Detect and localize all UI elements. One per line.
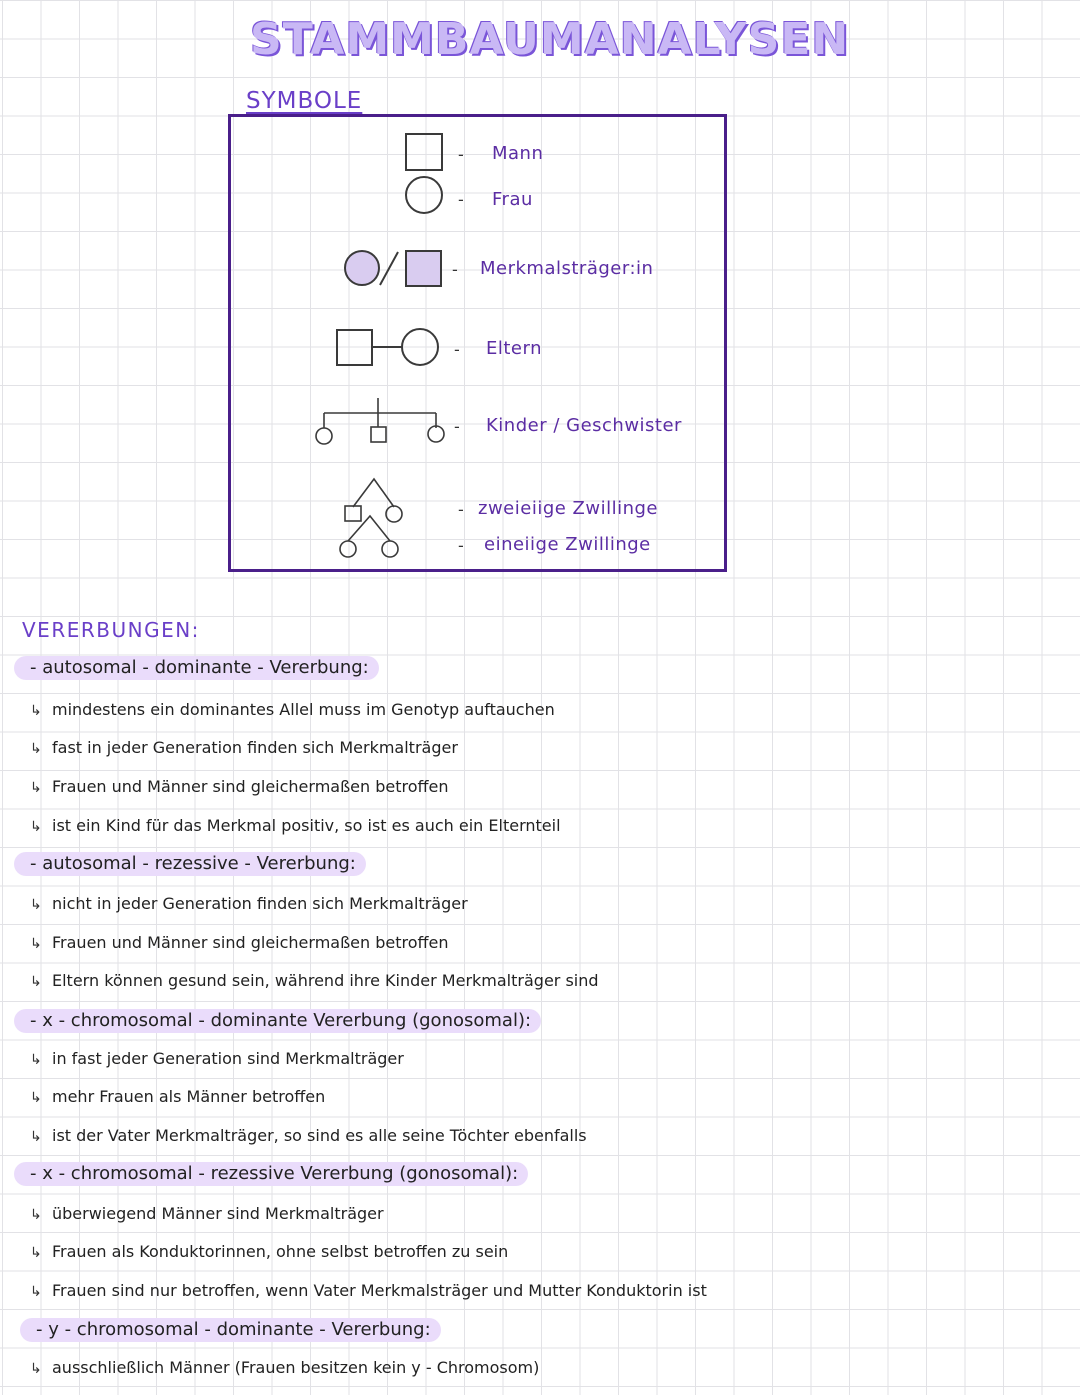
arrow-icon: ↳ xyxy=(30,1207,42,1223)
legend-label-parents: Eltern xyxy=(486,338,542,359)
symbols-heading: SYMBOLE xyxy=(246,88,363,114)
arrow-icon: ↳ xyxy=(30,741,42,757)
arrow-icon: ↳ xyxy=(30,703,42,719)
legend-label-carrier: Merkmalsträger:in xyxy=(480,258,654,279)
legend-label-monozygotic: eineiige Zwillinge xyxy=(484,534,651,555)
arrow-icon: ↳ xyxy=(30,1284,42,1300)
list-item: ↳ mindestens ein dominantes Allel muss im Genotyp auftauchen xyxy=(30,698,555,722)
list-item: ↳ überwiegend Männer sind Merkmalträger xyxy=(30,1202,384,1226)
arrow-icon: ↳ xyxy=(30,1052,42,1068)
legend-label-dizygotic: zweieiige Zwillinge xyxy=(478,498,659,519)
list-item: ↳ nicht in jeder Generation finden sich Merkmalträger xyxy=(30,892,468,916)
slash-divider xyxy=(380,252,398,285)
legend-dash: - xyxy=(458,145,464,164)
legend-dash: - xyxy=(452,260,458,279)
legend-dash: - xyxy=(458,500,464,519)
page-title: STAMMBAUMANALYSEN xyxy=(250,14,850,65)
twins-icon xyxy=(340,479,402,557)
inheritance-title-y-dominant: - y - chromosomal - dominante - Vererbung: xyxy=(20,1318,441,1342)
legend-label-male: Mann xyxy=(492,143,544,164)
list-item: ↳ in fast jeder Generation sind Merkmalträger xyxy=(30,1047,404,1071)
sibling-tree-icon xyxy=(316,398,444,444)
legend-label-female: Frau xyxy=(492,189,533,210)
arrow-icon: ↳ xyxy=(30,1090,42,1106)
list-item: ↳ ist der Vater Merkmalträger, so sind es alle seine Töchter ebenfalls xyxy=(30,1124,587,1148)
list-item: ↳ Frauen als Konduktorinnen, ohne selbst betroffen zu sein xyxy=(30,1240,508,1264)
arrow-icon: ↳ xyxy=(30,819,42,835)
legend-dash: - xyxy=(454,417,460,436)
inheritance-title-autosomal-dominant: - autosomal - dominante - Vererbung: xyxy=(14,656,379,680)
list-item: ↳ Frauen und Männer sind gleichermaßen betroffen xyxy=(30,775,449,799)
list-item: ↳ Eltern können gesund sein, während ihre Kinder Merkmalträger sind xyxy=(30,969,599,993)
parent-male-icon xyxy=(337,330,372,365)
male-square-icon xyxy=(406,134,442,170)
legend-dash: - xyxy=(454,340,460,359)
female-circle-icon xyxy=(406,177,442,213)
inheritance-title-x-dominant: - x - chromosomal - dominante Vererbung (gonosomal): xyxy=(14,1009,541,1033)
list-item: ↳ Frauen und Männer sind gleichermaßen betroffen xyxy=(30,931,449,955)
inheritance-title-x-recessive: - x - chromosomal - rezessive Vererbung (gonosomal): xyxy=(14,1162,528,1186)
legend-dash: - xyxy=(458,536,464,555)
arrow-icon: ↳ xyxy=(30,1361,42,1377)
parent-female-icon xyxy=(402,329,438,365)
arrow-icon: ↳ xyxy=(30,974,42,990)
affected-male-icon xyxy=(406,251,441,286)
list-item: ↳ fast in jeder Generation finden sich Merkmalträger xyxy=(30,736,458,760)
inheritance-heading: VERERBUNGEN: xyxy=(22,618,200,642)
arrow-icon: ↳ xyxy=(30,936,42,952)
list-item: ↳ ausschließlich Männer (Frauen besitzen kein y - Chromosom) xyxy=(30,1356,539,1380)
arrow-icon: ↳ xyxy=(30,1245,42,1261)
inheritance-title-autosomal-recessive: - autosomal - rezessive - Vererbung: xyxy=(14,852,366,876)
arrow-icon: ↳ xyxy=(30,897,42,913)
arrow-icon: ↳ xyxy=(30,780,42,796)
affected-female-icon xyxy=(345,251,379,285)
list-item: ↳ ist ein Kind für das Merkmal positiv, so ist es auch ein Elternteil xyxy=(30,814,561,838)
arrow-icon: ↳ xyxy=(30,1129,42,1145)
legend-dash: - xyxy=(458,190,464,209)
list-item: ↳ Frauen sind nur betroffen, wenn Vater Merkmalsträger und Mutter Konduktorin ist xyxy=(30,1279,707,1303)
list-item: ↳ mehr Frauen als Männer betroffen xyxy=(30,1085,325,1109)
legend-label-siblings: Kinder / Geschwister xyxy=(486,415,682,436)
